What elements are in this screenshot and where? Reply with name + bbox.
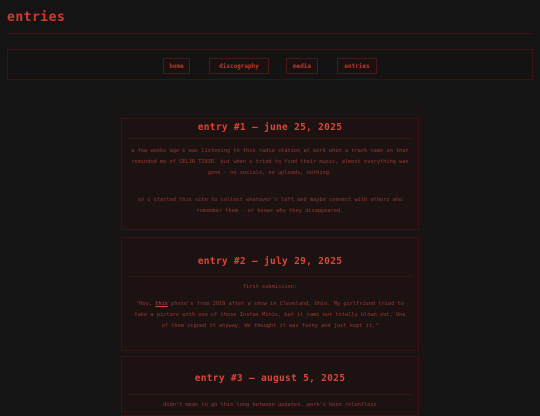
quote-text: photo's from 2019 after a show in Cleveland, Ohio. My girlfriend tried to take a picture with one of those Instax Minis, but it came out totally blown out. One of them signed it anyway. We thought it was funny and just kept it." — [134, 301, 406, 329]
entry-divider — [128, 276, 412, 277]
entries-column — [114, 102, 426, 408]
entry-heading: entry #3 — august 5, 2025 — [194, 373, 346, 384]
entry-divider — [128, 138, 412, 139]
site-title: entries — [7, 10, 66, 25]
entry-card-2 — [121, 237, 419, 351]
nav-bar — [7, 49, 533, 80]
nav-discography-link[interactable]: discography — [209, 58, 269, 74]
nav-entries-link[interactable]: entries — [337, 58, 377, 74]
entry-paragraph: so i started this site to collect whatever's left and maybe connect with others who remember them - or knows why they disappeared. — [137, 197, 403, 214]
entry-quote — [130, 299, 410, 332]
entry-heading: entry #2 — july 29, 2025 — [197, 255, 343, 267]
entry-intro: first submission: — [242, 284, 298, 290]
entry-card-3 — [121, 356, 419, 416]
quote-text: "Hey, — [136, 301, 156, 307]
entry-divider — [128, 394, 412, 395]
nav-home-link[interactable]: home — [163, 58, 190, 74]
entry-paragraph: a few weeks ago i was listening to this radio station at work when a track came on that reminded me of CEL3R TI83R. but when i tried to find their music, almost everything was gone - no socials, no uploads, nothing. — [131, 148, 409, 176]
entry-paragraph: didn't mean to go this long between updates. work's been relentless — [163, 402, 377, 408]
nav-media-link[interactable]: media — [286, 58, 318, 74]
entry-card-1 — [121, 118, 419, 230]
title-divider — [7, 33, 533, 34]
photo-link[interactable]: this — [155, 301, 168, 307]
entry-heading: entry #1 — june 25, 2025 — [197, 122, 343, 133]
